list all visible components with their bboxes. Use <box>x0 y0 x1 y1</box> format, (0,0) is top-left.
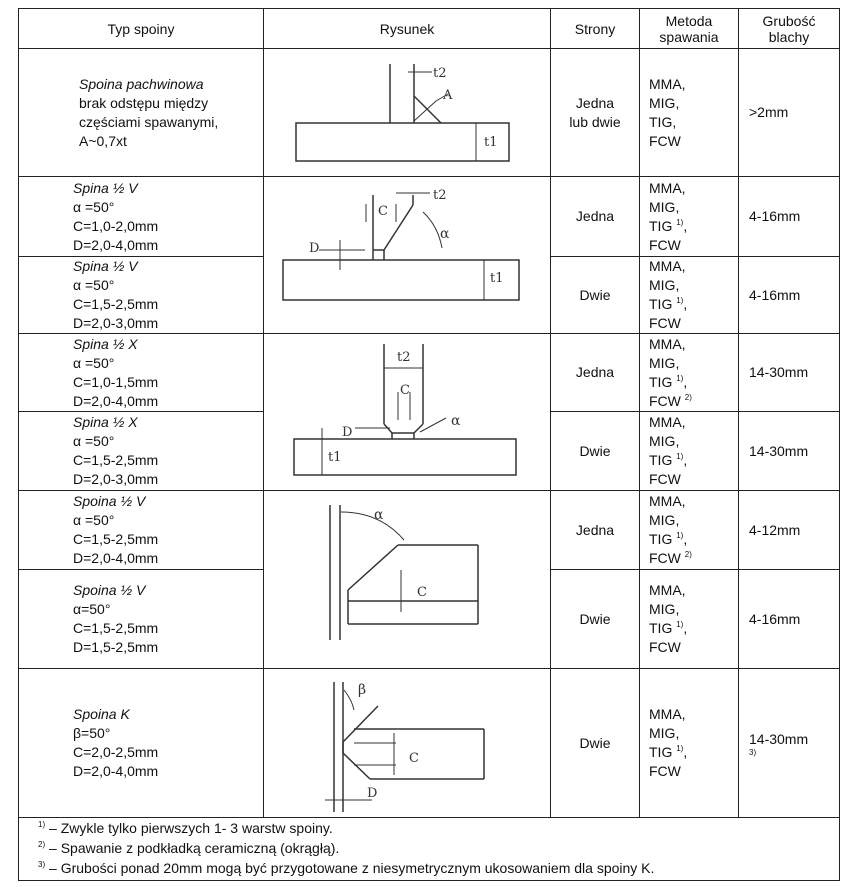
row-3-line3: C=1,5-2,5mm <box>73 296 159 312</box>
drawing-half-x-d-label: D <box>342 425 353 440</box>
row-2-grubosc: 4-16mm <box>749 208 801 224</box>
row-5-metoda-1: MMA, <box>649 414 686 430</box>
row-6-grubosc: 4-12mm <box>749 521 801 538</box>
row-3-metoda-sup: 1) <box>676 296 684 305</box>
row-4-metoda-2: MIG, <box>649 354 680 371</box>
row-2-metoda <box>640 177 738 256</box>
row-8-metoda-sup: 1) <box>676 744 684 753</box>
row-7-strony: Dwie <box>579 610 611 627</box>
row-6-name: Spoina ½ V <box>73 493 146 509</box>
row-6-metoda <box>640 491 738 569</box>
row-5-line2: α =50° <box>73 433 115 449</box>
row-5-metoda-sup: 1) <box>676 452 684 461</box>
row-6-metoda-sup: 1) <box>676 531 684 540</box>
row-7-typ <box>19 570 263 668</box>
row-4-metoda-4-text: FCW <box>649 392 681 409</box>
header-strony: Strony <box>574 20 616 37</box>
drawing-half-v-d-label: D <box>309 241 320 256</box>
row-1-line3: częściami spawanymi, <box>79 113 219 130</box>
row-5-line3: C=1,5-2,5mm <box>73 452 159 468</box>
row-3-metoda-1: MMA, <box>649 258 686 274</box>
row-2-metoda-1: MMA, <box>649 179 686 196</box>
row-8-metoda-4: FCW <box>649 763 681 779</box>
row-6-metoda-3-text: TIG <box>649 531 673 547</box>
row-7-metoda-4: FCW <box>649 639 681 655</box>
row-6-typ <box>19 491 263 569</box>
row-1-strony-line1: Jedna <box>575 94 615 111</box>
row-3-line2: α =50° <box>73 277 115 293</box>
row-6-metoda-3: TIG $^{1)}$, <box>649 531 688 547</box>
footnote-1-num: 1) <box>38 820 46 829</box>
row-5-grubosc: 14-30mm <box>749 442 809 459</box>
row-8-name: Spoina K <box>73 706 130 722</box>
row-2-metoda-3-text: TIG <box>649 217 673 234</box>
header-metoda <box>640 9 738 48</box>
row-6-metoda-4-text: FCW <box>649 550 681 566</box>
footnote-3-text: – Grubości ponad 20mm mogą być przygotowane z niesymetrycznym ukosowaniem dla spoiny K. <box>49 860 655 876</box>
header-typ: Typ spoiny <box>107 20 175 37</box>
row-7-line3: C=1,5-2,5mm <box>73 620 159 636</box>
row-1-metoda-3: TIG, <box>649 113 677 130</box>
row-1-line2: brak odstępu między <box>79 94 209 111</box>
row-4-metoda-1: MMA, <box>649 335 686 352</box>
drawing-fillet-weld <box>296 64 509 161</box>
row-3-metoda-3: TIG $^{1)}$, <box>649 296 688 312</box>
row-6-metoda-2: MIG, <box>649 512 680 528</box>
row-5-typ <box>19 412 263 490</box>
row-7-line4: D=1,5-2,5mm <box>73 639 159 655</box>
drawing-k-weld <box>325 682 484 812</box>
drawing-half-v-vertical <box>330 505 478 640</box>
row-3-strony: Dwie <box>579 286 611 303</box>
row-1-metoda <box>640 49 738 176</box>
header-grubosc-line1: Grubość <box>762 12 816 29</box>
footnote-2-num: 2) <box>38 840 46 849</box>
row-7-metoda-sup: 1) <box>676 620 684 629</box>
drawing-half-v2-c-label: C <box>417 585 427 600</box>
row-1-line4: A~0,7xt <box>79 132 127 149</box>
row-3-name: Spina ½ V <box>73 258 138 274</box>
row-8-metoda-3-text: TIG <box>649 744 673 760</box>
row-8-grubosc-value: 14-30mm <box>749 730 809 747</box>
footnote-2 <box>38 840 339 856</box>
drawing-half-v2-alpha-label: α <box>374 507 384 523</box>
drawing-half-x-t2-label: t2 <box>397 350 411 365</box>
row-8-grubosc <box>739 669 839 817</box>
row-6-line4: D=2,0-4,0mm <box>73 550 159 566</box>
row-2-metoda-sup: 1) <box>676 217 684 227</box>
row-2-strony: Jedna <box>575 208 615 224</box>
drawing-fillet-t1-label: t1 <box>484 135 498 150</box>
row-2-typ <box>19 177 263 256</box>
row-7-line2: α=50° <box>73 601 111 617</box>
header-metoda-line2: spawania <box>659 28 719 45</box>
footnote-3 <box>38 860 654 876</box>
row-8-metoda-1: MMA, <box>649 706 686 722</box>
row-4-line3: C=1,0-1,5mm <box>73 373 159 390</box>
row-6-line2: α =50° <box>73 512 115 528</box>
footnote-3-num: 3) <box>38 860 46 869</box>
row-1-metoda-2: MIG, <box>649 94 680 111</box>
header-grubosc-line2: blachy <box>768 28 810 45</box>
row-1-name: Spoina pachwinowa <box>79 75 204 92</box>
row-7-metoda-3: TIG $^{1)}$, <box>649 620 688 636</box>
row-7-name: Spoina ½ V <box>73 582 146 598</box>
drawing-half-x-alpha-label: α <box>451 413 461 429</box>
row-1-grubosc: >2mm <box>749 104 789 120</box>
drawing-half-v-t1-label: t1 <box>490 271 504 286</box>
row-3-line4: D=2,0-3,0mm <box>73 315 159 331</box>
row-7-grubosc: 4-16mm <box>749 610 801 627</box>
drawing-half-v-c-label: C <box>378 204 388 219</box>
row-8-line4: D=2,0-4,0mm <box>73 763 159 779</box>
drawing-half-v-alpha-label: α <box>440 226 450 242</box>
footnote-1-text: – Zwykle tylko pierwszych 1- 3 warstw spoiny. <box>49 820 333 836</box>
footnote-2-text: – Spawanie z podkładką ceramiczną (okrągłą). <box>49 840 340 856</box>
row-2-line3: C=1,0-2,0mm <box>73 217 159 234</box>
drawing-fillet-t2-label: t2 <box>433 66 447 81</box>
row-4-metoda-3-text: TIG <box>649 373 673 390</box>
row-4-grubosc: 14-30mm <box>749 364 809 380</box>
row-7-metoda-2: MIG, <box>649 601 680 617</box>
row-1-strony-line2: lub dwie <box>569 113 621 130</box>
drawing-k-d-label: D <box>367 786 378 801</box>
row-6-strony: Jedna <box>575 521 615 538</box>
row-4-metoda-sup: 1) <box>676 373 684 383</box>
row-2-metoda-3: TIG $^{1)}$, <box>649 217 688 234</box>
row-8-grubosc-sup: 3) <box>749 747 757 757</box>
drawing-k-beta-label: β <box>358 682 367 698</box>
row-8-metoda-2: MIG, <box>649 725 680 741</box>
row-8-typ <box>19 669 263 817</box>
row-4-line4: D=2,0-4,0mm <box>73 392 159 409</box>
row-3-metoda-2: MIG, <box>649 277 680 293</box>
row-4-line2: α =50° <box>73 354 115 371</box>
row-8-line3: C=2,0-2,5mm <box>73 744 159 760</box>
row-8-strony: Dwie <box>579 734 611 751</box>
row-1-strony <box>551 49 639 176</box>
row-8-metoda <box>640 669 738 817</box>
row-4-metoda <box>640 334 738 411</box>
row-6-metoda-sup2: 2) <box>684 550 692 559</box>
row-5-metoda-3: TIG $^{1)}$, <box>649 452 688 468</box>
row-6-metoda-1: MMA, <box>649 493 686 509</box>
row-7-metoda-1: MMA, <box>649 582 686 598</box>
drawing-half-x-t1-label: t1 <box>328 450 342 465</box>
row-5-strony: Dwie <box>579 442 611 459</box>
row-3-grubosc: 4-16mm <box>749 286 801 303</box>
row-5-name: Spina ½ X <box>73 414 138 430</box>
row-5-line4: D=2,0-3,0mm <box>73 471 159 487</box>
row-7-metoda <box>640 570 738 668</box>
row-2-name: Spina ½ V <box>73 179 138 196</box>
row-6-line3: C=1,5-2,5mm <box>73 531 159 547</box>
row-2-metoda-2: MIG, <box>649 198 680 215</box>
row-7-metoda-3-text: TIG <box>649 620 673 636</box>
row-4-metoda-3: TIG $^{1)}$, <box>649 373 688 390</box>
row-3-metoda <box>640 257 738 333</box>
row-1-typ <box>19 49 263 176</box>
row-1-metoda-4: FCW <box>649 132 681 149</box>
row-2-line2: α =50° <box>73 198 115 215</box>
row-8-line2: β=50° <box>73 725 111 741</box>
header-metoda-line1: Metoda <box>665 12 713 29</box>
footnote-1 <box>38 820 333 836</box>
row-4-metoda-4 <box>649 392 738 411</box>
row-3-metoda-4: FCW <box>649 315 681 331</box>
drawing-half-x-c-label: C <box>400 383 410 398</box>
drawing-half-v-t2-label: t2 <box>433 188 447 203</box>
header-grubosc <box>739 9 839 48</box>
drawing-k-c-label: C <box>409 751 419 766</box>
row-4-metoda-sup2: 2) <box>684 392 692 402</box>
row-5-metoda-3-text: TIG <box>649 452 673 468</box>
row-3-typ <box>19 257 263 333</box>
row-5-metoda <box>640 412 738 490</box>
row-4-strony: Jedna <box>575 364 615 380</box>
row-3-metoda-3-text: TIG <box>649 296 673 312</box>
row-2-line4: D=2,0-4,0mm <box>73 236 159 253</box>
header-rysunek: Rysunek <box>379 20 435 37</box>
row-8-metoda-3: TIG $^{1)}$, <box>649 744 688 760</box>
drawing-fillet-a-label: A <box>443 88 453 103</box>
row-5-metoda-4: FCW <box>649 471 681 487</box>
row-4-name: Spina ½ X <box>73 335 138 352</box>
row-5-metoda-2: MIG, <box>649 433 680 449</box>
row-4-typ <box>19 334 263 411</box>
row-1-metoda-1: MMA, <box>649 75 686 92</box>
row-6-metoda-4 <box>649 549 738 568</box>
row-2-metoda-4: FCW <box>649 236 681 253</box>
